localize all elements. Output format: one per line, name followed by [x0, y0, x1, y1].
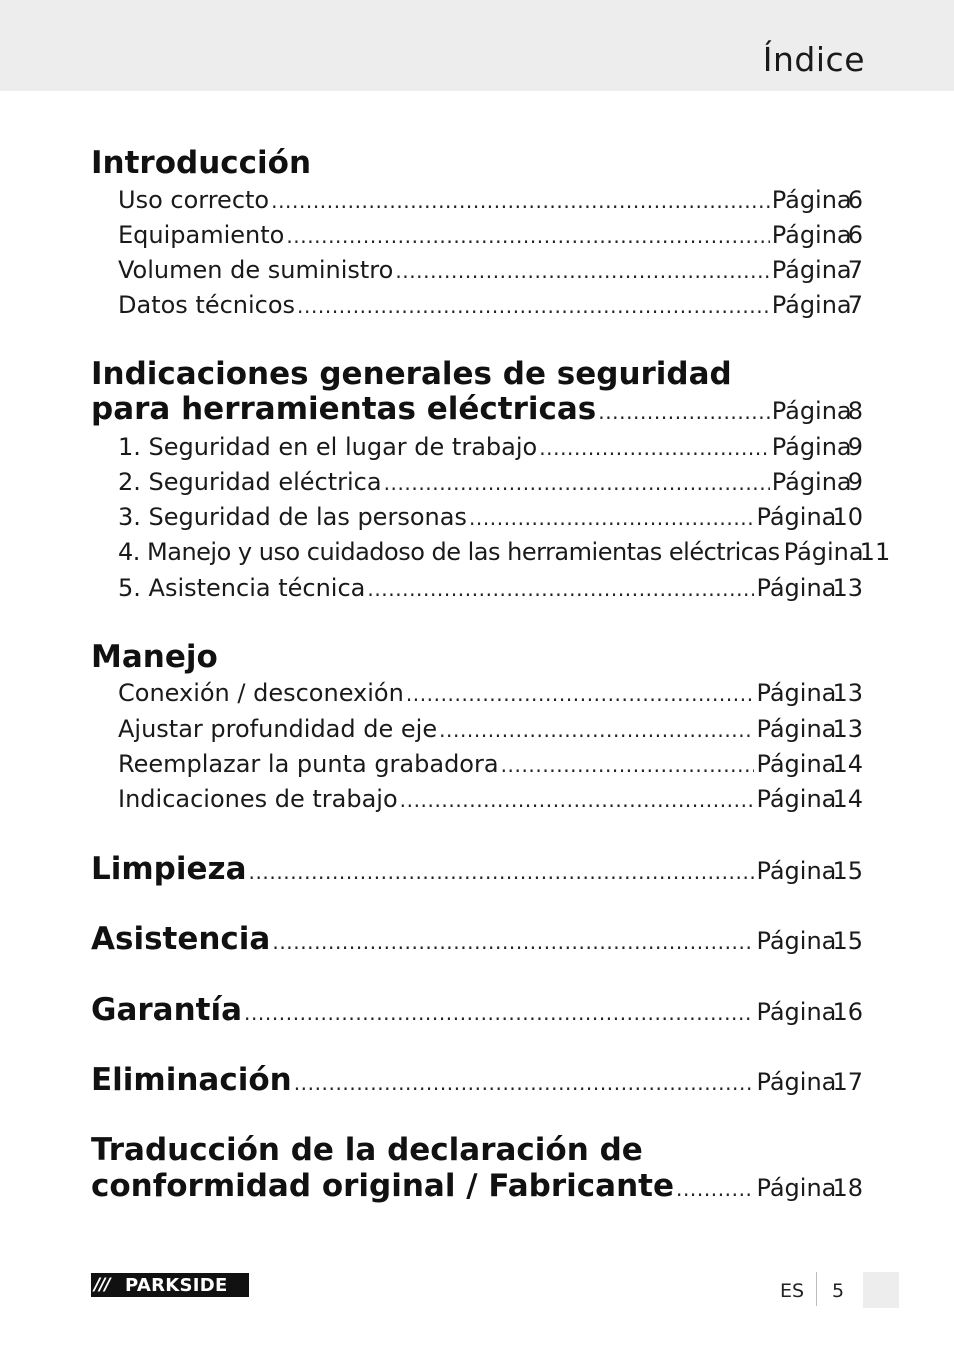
- toc-page-word: Página: [771, 397, 852, 425]
- toc-page-word: Página: [771, 221, 852, 249]
- toc-leader-dots: [294, 1071, 755, 1095]
- toc-page-number: 6: [847, 221, 863, 249]
- footer-grey-tab: [863, 1272, 899, 1308]
- toc-page-number: 8: [847, 397, 863, 425]
- toc-page-word: Página: [756, 715, 837, 743]
- toc-leader-dots: [406, 682, 755, 706]
- toc-heading-traduccion[interactable]: [91, 1168, 863, 1204]
- toc-leader-dots: [271, 189, 770, 213]
- toc-page-number: 15: [832, 857, 863, 885]
- toc-page-word: Página: [756, 503, 837, 531]
- toc-page-number: 13: [832, 574, 863, 602]
- toc-page-number: 14: [832, 750, 863, 778]
- toc-page-number: 9: [847, 433, 863, 461]
- toc-page-number: 15: [832, 927, 863, 955]
- toc-entry-label: Reemplazar la punta grabadora: [118, 750, 499, 778]
- logo-slashes-icon: ///: [94, 1275, 110, 1295]
- toc-leader-dots: [286, 224, 769, 248]
- toc-page-word: Página: [771, 256, 852, 284]
- toc-leader-dots: [676, 1177, 754, 1201]
- toc-entry-volumen-de-suministro[interactable]: [118, 256, 863, 286]
- toc-entry-label: Equipamiento: [118, 221, 285, 249]
- toc-entry-seguridad-lugar-trabajo[interactable]: [118, 433, 863, 463]
- toc-entry-label: Volumen de suministro: [118, 256, 394, 284]
- toc-entry-ajustar-profundidad[interactable]: [118, 715, 863, 745]
- toc-leader-dots: [439, 718, 754, 742]
- toc-heading-limpieza[interactable]: [91, 851, 863, 887]
- language-code: ES: [780, 1280, 805, 1302]
- toc-page-number: 13: [832, 679, 863, 707]
- toc-page-word: Página: [756, 1068, 837, 1096]
- toc-heading-asistencia[interactable]: [91, 921, 863, 957]
- page-title: Índice: [762, 40, 865, 79]
- toc-leader-dots: [395, 259, 769, 283]
- toc-heading-indicaciones-line2: para herramientas eléctricas: [91, 391, 597, 427]
- toc-entry-seguridad-personas[interactable]: [118, 503, 863, 533]
- toc-entry-label: Conexión / desconexión: [118, 679, 404, 707]
- toc-page-word: Página: [756, 750, 837, 778]
- footer-divider: [816, 1272, 817, 1306]
- toc-entry-label: 2. Seguridad eléctrica: [118, 468, 382, 496]
- toc-page-word: Página: [756, 927, 837, 955]
- toc-leader-dots: [248, 860, 754, 884]
- toc-heading-label: Garantía: [91, 992, 243, 1028]
- toc-page-word: Página: [771, 468, 852, 496]
- toc-leader-dots: [297, 294, 770, 318]
- toc-page-word: Página: [756, 1174, 837, 1202]
- toc-heading-label: Limpieza: [91, 851, 247, 887]
- toc-leader-dots: [598, 400, 769, 424]
- toc-page-number: 13: [832, 715, 863, 743]
- toc-heading-label: Eliminación: [91, 1062, 292, 1098]
- parkside-logo: [91, 1273, 249, 1297]
- toc-heading-introduccion: Introducción: [91, 145, 312, 181]
- toc-leader-dots: [469, 506, 755, 530]
- toc-heading-manejo: Manejo: [91, 639, 218, 675]
- toc-entry-datos-tecnicos[interactable]: [118, 291, 863, 321]
- toc-page-word: Página: [783, 538, 864, 566]
- toc-heading-eliminacion[interactable]: [91, 1062, 863, 1098]
- toc-heading-indicaciones[interactable]: [91, 391, 863, 427]
- toc-heading-indicaciones-line1: Indicaciones generales de seguridad: [91, 356, 732, 392]
- logo-text: PARKSIDE: [125, 1274, 228, 1296]
- page-number: 5: [832, 1280, 845, 1302]
- toc-page-word: Página: [771, 291, 852, 319]
- toc-leader-dots: [384, 471, 770, 495]
- toc-entry-label: 5. Asistencia técnica: [118, 574, 366, 602]
- toc-page-number: 6: [847, 186, 863, 214]
- toc-page-word: Página: [756, 574, 837, 602]
- toc-entry-equipamiento[interactable]: [118, 221, 863, 251]
- toc-entry-reemplazar-punta[interactable]: [118, 750, 863, 780]
- toc-page-word: Página: [756, 857, 837, 885]
- toc-page-number: 16: [832, 998, 863, 1026]
- toc-entry-asistencia-tecnica[interactable]: [118, 574, 863, 604]
- toc-page-word: Página: [756, 785, 837, 813]
- toc-entry-label: Datos técnicos: [118, 291, 296, 319]
- toc-page-word: Página: [756, 998, 837, 1026]
- toc-entry-label: Ajustar profundidad de eje: [118, 715, 438, 743]
- toc-heading-traduccion-line2: conformidad original / Fabricante: [91, 1168, 674, 1204]
- toc-entry-uso-correcto[interactable]: [118, 186, 863, 216]
- toc-entry-conexion-desconexion[interactable]: [118, 679, 863, 709]
- toc-page-number: 7: [847, 256, 863, 284]
- toc-page-number: 9: [847, 468, 863, 496]
- toc-entry-label: 4. Manejo y uso cuidadoso de las herramientas eléctricas: [118, 538, 780, 566]
- toc-entry-indicaciones-trabajo[interactable]: [118, 785, 863, 815]
- toc-heading-traduccion-line1: Traducción de la declaración de: [91, 1132, 643, 1168]
- toc-page-number: 18: [832, 1174, 863, 1202]
- toc-leader-dots: [244, 1001, 754, 1025]
- toc-entry-label: Uso correcto: [118, 186, 270, 214]
- toc-leader-dots: [272, 930, 754, 954]
- toc-leader-dots: [501, 753, 755, 777]
- toc-page-number: 10: [832, 503, 863, 531]
- toc-leader-dots: [539, 436, 770, 460]
- toc-page-number: 11: [859, 538, 891, 566]
- toc-page-number: 7: [847, 291, 863, 319]
- toc-heading-garantia[interactable]: [91, 992, 863, 1028]
- toc-entry-manejo-uso-cuidadoso[interactable]: [118, 538, 891, 568]
- toc-entry-seguridad-electrica[interactable]: [118, 468, 863, 498]
- toc-leader-dots: [367, 577, 754, 601]
- toc-page-word: Página: [771, 433, 852, 461]
- toc-entry-label: Indicaciones de trabajo: [118, 785, 398, 813]
- toc-heading-label: Asistencia: [91, 921, 271, 957]
- toc-page-word: Página: [771, 186, 852, 214]
- toc-page-number: 14: [832, 785, 863, 813]
- toc-entry-label: 3. Seguridad de las personas: [118, 503, 467, 531]
- toc-entry-label: 1. Seguridad en el lugar de trabajo: [118, 433, 538, 461]
- toc-leader-dots: [400, 788, 755, 812]
- toc-page-word: Página: [756, 679, 837, 707]
- toc-page-number: 17: [832, 1068, 863, 1096]
